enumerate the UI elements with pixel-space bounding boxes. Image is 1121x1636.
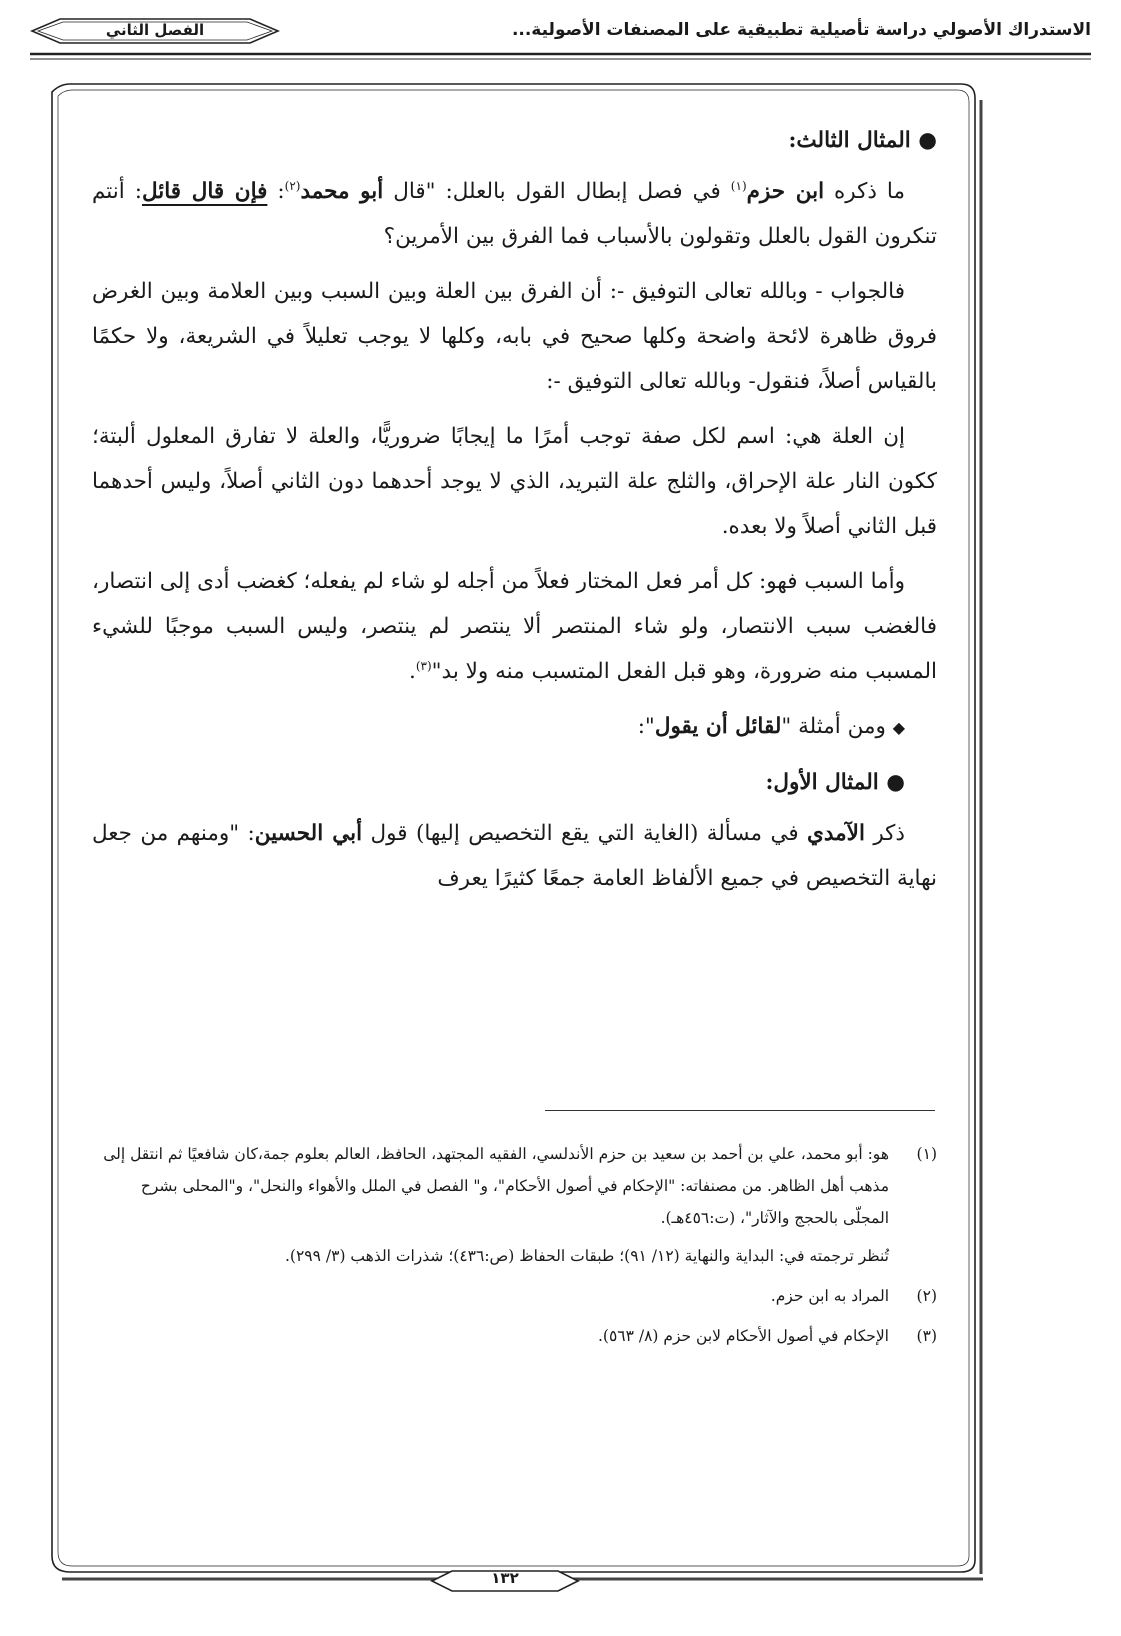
- footnote-number: (١): [916, 1145, 937, 1163]
- p6-text-e: : "ومنهم من جعل نهاية التخصيص في جميع الألفاظ العامة جمعًا كثيرًا يعرف: [92, 821, 937, 891]
- al-amidi-name: الآمدي: [807, 821, 865, 846]
- p1-text-g: : أنتم تنكرون القول بالعلل وتقولون بالأسباب فما الفرق بين الأمرين؟: [92, 179, 937, 249]
- footnote-text: الإحكام في أصول الأحكام لابن حزم (٨/ ٥٦٣).: [597, 1327, 889, 1345]
- example-1-heading: ● المثال الأول:: [765, 770, 905, 795]
- footnote-1: [92, 1138, 937, 1272]
- p1-text-c: في فصل إبطال القول بالعلل: "قال: [383, 179, 731, 204]
- footnote-text: المراد به ابن حزم.: [770, 1287, 889, 1305]
- paragraph-2: فالجواب - وبالله تعالى التوفيق -: أن الفرق بين العلة وبين السبب وبين العلامة وبين الغرض فروق ظاهرة لائحة واضحة وكلها صحيح في بابه، وكلها لا يوجب تعليلاً في الشريعة، ولا حكمًا بالقياس أصلاً، فنقول- وبالله تعالى التوفيق -:: [92, 279, 937, 394]
- main-text: [92, 118, 937, 911]
- paragraph-1: [92, 169, 937, 259]
- ibn-hazm-name: ابن حزم: [746, 179, 825, 204]
- footnote-number: (٣): [916, 1327, 937, 1345]
- paragraph-3: إن العلة هي: اسم لكل صفة توجب أمرًا ما إيجابًا ضروريًّا، والعلة لا تفارق المعلول ألبتة؛ ككون النار علة الإحراق، والثلج علة التبريد، الذي لا يوجد أحدهما دون الثاني أصلاً، وليس أحدهما قبل الثاني أصلاً ولا بعده.: [92, 424, 937, 539]
- paragraph-4: [92, 559, 937, 694]
- p6-text-c: في مسألة (الغاية التي يقع التخصيص إليها) قول: [362, 821, 808, 846]
- footnote-divider: [545, 1110, 935, 1111]
- paragraph-5: [92, 704, 937, 750]
- p1-text-e: :: [267, 179, 285, 204]
- p5-text-a: ومن أمثلة ": [781, 714, 893, 739]
- footnotes: [92, 1138, 937, 1360]
- footnote-number: (٢): [916, 1287, 937, 1305]
- footnote-2: [92, 1280, 937, 1312]
- paragraph-6: [92, 811, 937, 901]
- abu-muhammad-name: أبو محمد: [300, 179, 384, 204]
- diamond-bullet-icon: ◆: [892, 718, 905, 737]
- chapter-label: الفصل الثاني: [105, 21, 205, 39]
- footnote-ref-2: (٢): [284, 178, 301, 193]
- p4-text-a: وأما السبب فهو: كل أمر فعل المختار فعلاً من أجله لو شاء لم يفعله؛ كغضب أدى إلى انتصار، فالغضب سبب الانتصار، ولو شاء المنتصر ألا ينتصر لم ينتصر، وليس السبب موجبًا للشيء المسبب منه ضرورة، وهو قبل الفعل المتسبب منه ولا بد": [92, 569, 937, 684]
- example-3-heading: ● المثال الثالث:: [788, 128, 937, 153]
- footnote-text: هو: أبو محمد، علي بن أحمد بن سعيد بن حزم الأندلسي، الفقيه المجتهد، الحافظ، العالم بعلوم جمة،كان شافعيًا ثم انتقل إلى مذهب أهل الظاهر. من مصنفاته: "الإحكام في أصول الأحكام"، و" الفصل في الملل والأهواء والنحل"، و"المحلى بشرح المجلّى بالحجج والآثار"، (ت:٤٥٦هـ).: [103, 1145, 889, 1227]
- p6-text-a: ذكر: [864, 821, 905, 846]
- abu-al-husayn-name: أبي الحسين: [254, 821, 363, 846]
- page-number: ١٣٢: [491, 1569, 519, 1587]
- p5-bold-phrase: لقائل أن يقول: [654, 714, 782, 739]
- p4-text-b: .: [408, 659, 416, 684]
- footnote-continuation: تُنظر ترجمته في: البداية والنهاية (١٢/ ٩١)؛ طبقات الحفاظ (ص:٤٣٦)؛ شذرات الذهب (٣/ ٢٩٩).: [285, 1247, 889, 1265]
- p1-text-a: ما ذكره: [824, 179, 905, 204]
- book-title: الاستدراك الأصولي دراسة تأصيلية تطبيقية على المصنفات الأصولية...: [511, 20, 1091, 40]
- footnote-ref-1: (١): [730, 178, 747, 193]
- footnote-ref-3: (٣): [415, 658, 432, 673]
- footnote-3: [92, 1320, 937, 1352]
- page-number-tag: [430, 1568, 580, 1594]
- p5-text-c: ":: [637, 714, 655, 739]
- p1-underlined-phrase: فإن قال قائل: [141, 179, 268, 204]
